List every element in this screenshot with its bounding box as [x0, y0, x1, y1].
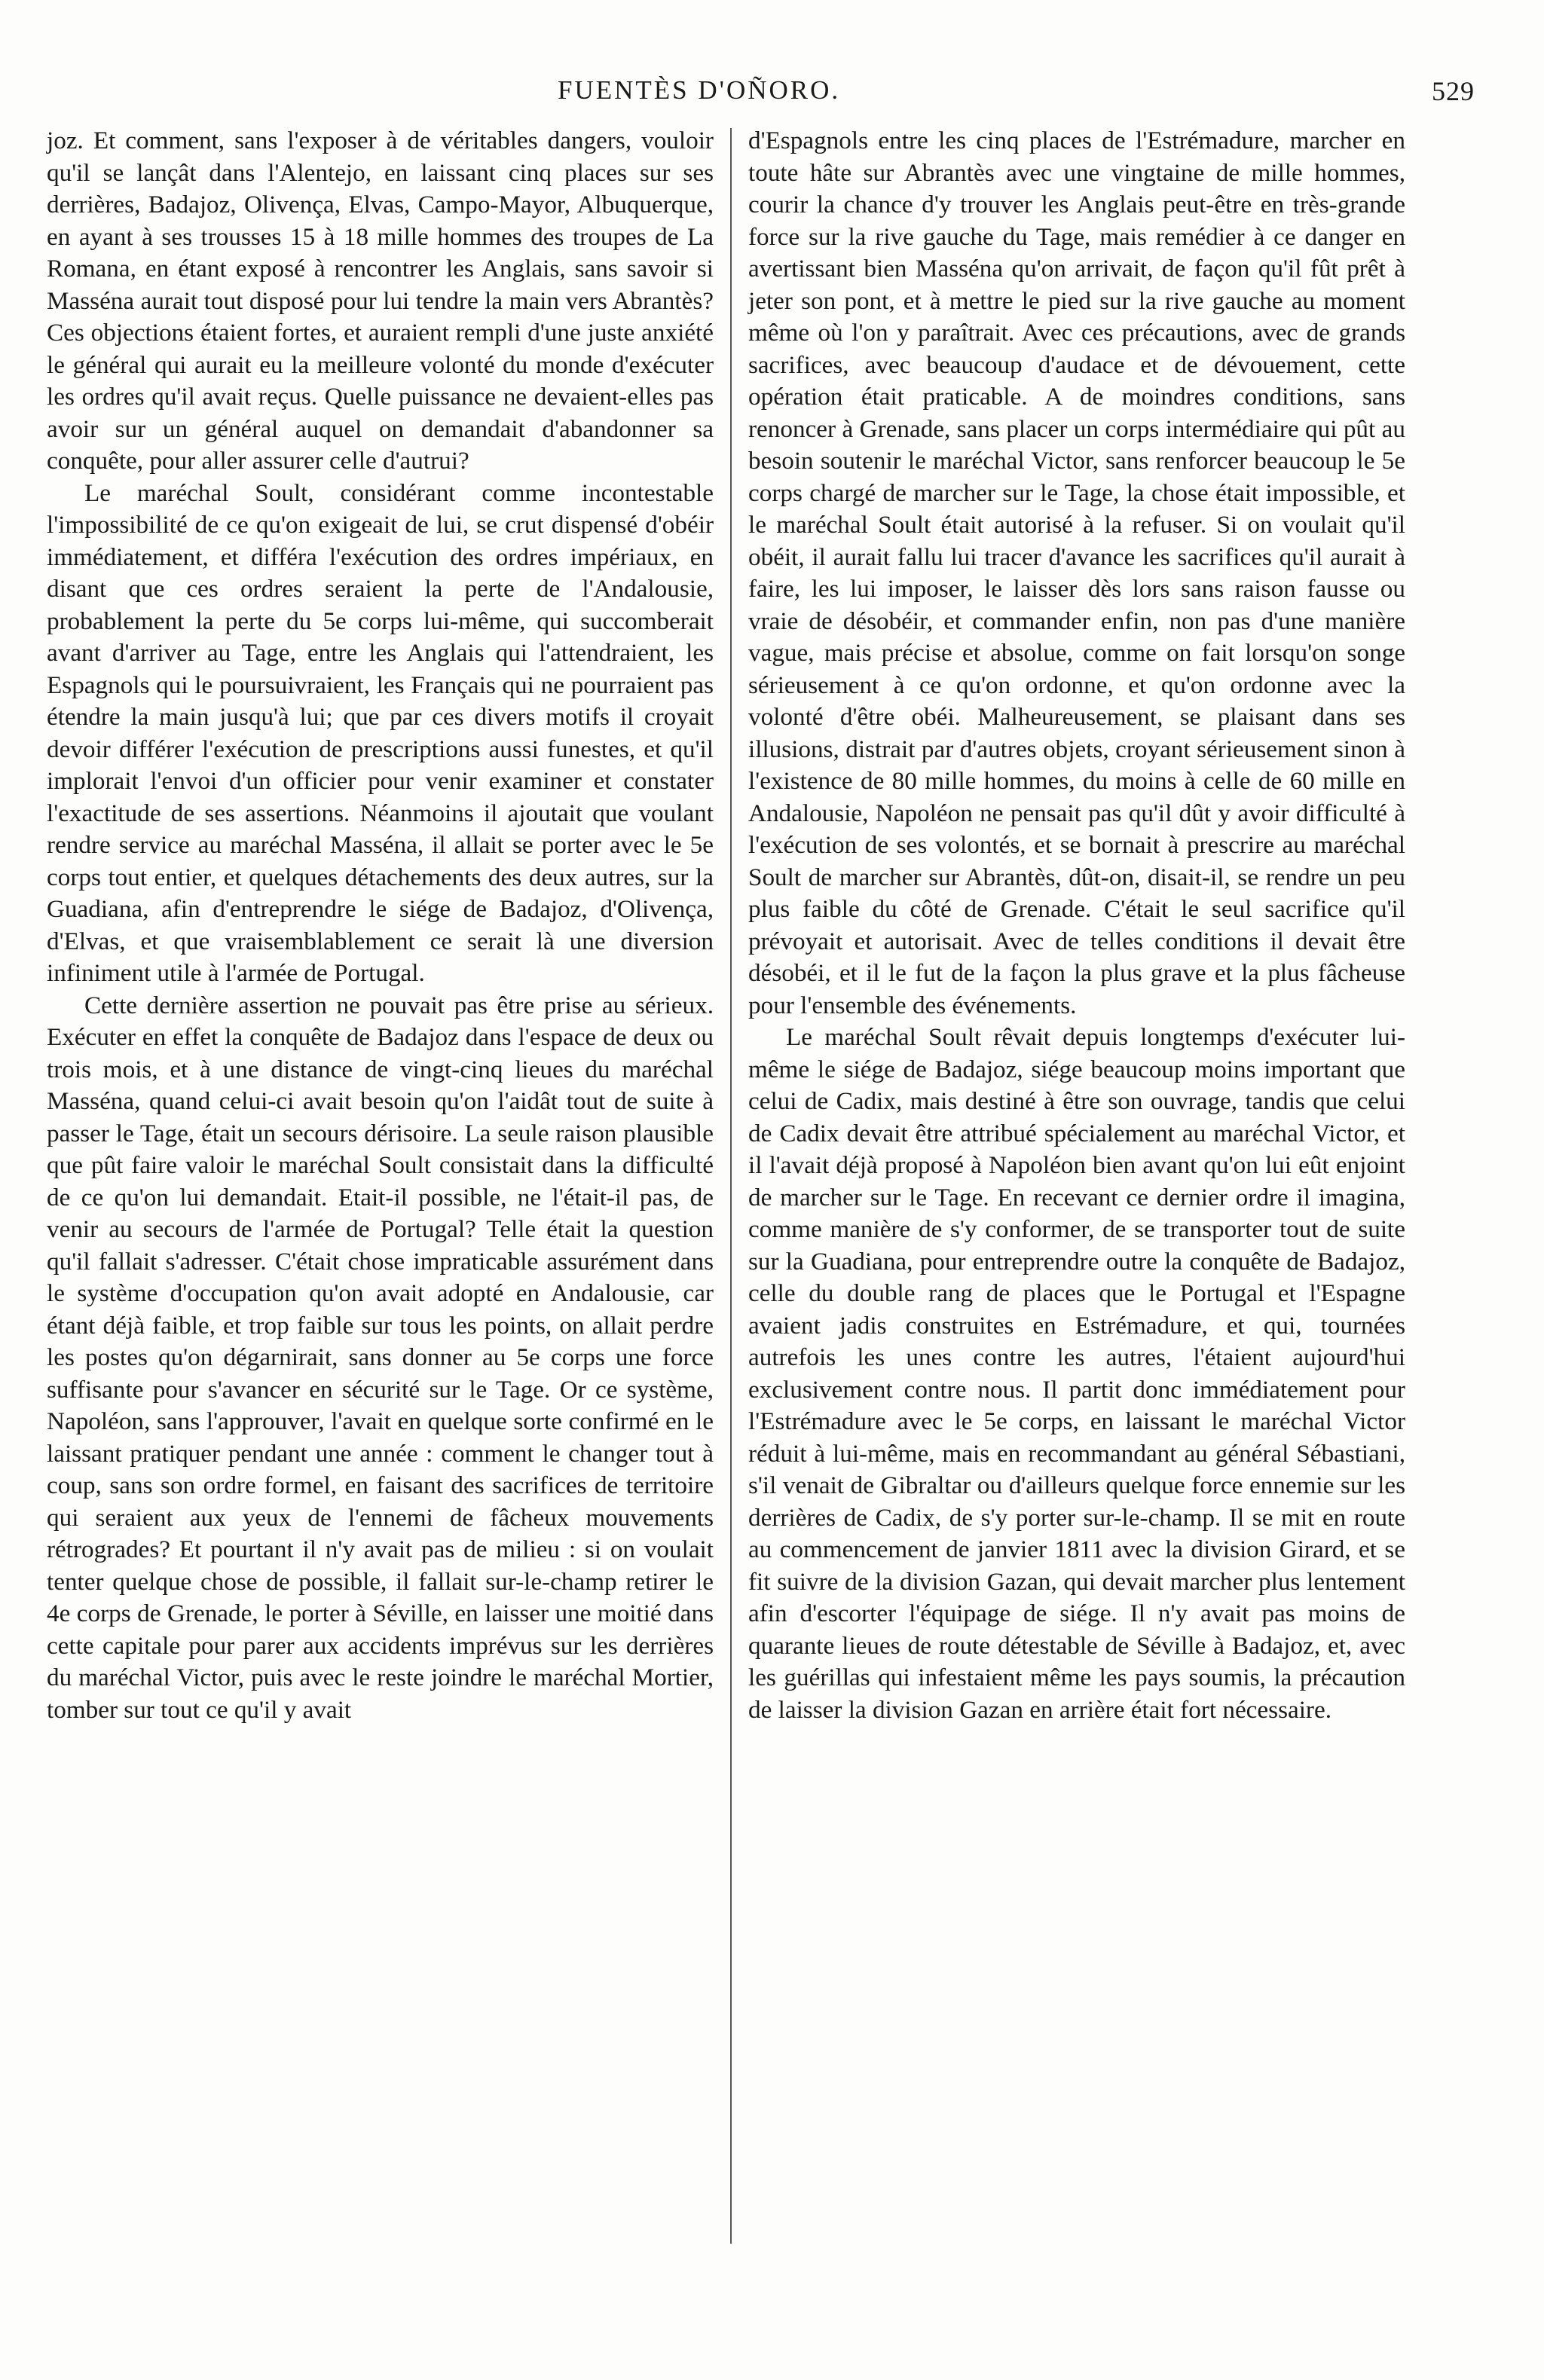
paragraph: d'Espagnols entre les cinq places de l'Estrémadure, marcher en toute hâte sur Abrantès avec une vingtaine de mille hommes, courir la chance d'y trouver les Anglais peut-être en très-grande force sur la rive gauche du Tage, mais remédier à ce danger en avertissant bien Masséna qu'on arrivait, de façon qu'il fût prêt à jeter son pont, et à mettre le pied sur la rive gauche au moment même où l'on y paraîtrait. Avec ces précautions, avec de grands sacrifices, avec beaucoup d'audace et de dévouement, cette opération était praticable. A de moindres conditions, sans renoncer à Grenade, sans placer un corps intermédiaire qui pût au besoin soutenir le maréchal Victor, sans renforcer beaucoup le 5e corps chargé de marcher sur le Tage, la chose était impossible, et le maréchal Soult était autorisé à la refuser. Si on voulait qu'il obéit, il aurait fallu lui tracer d'avance les sacrifices qu'il aurait à faire, les lui imposer, le laisser dès lors sans raison fausse ou vraie de désobéir, et commander enfin, non pas d'une manière vague, mais précise et absolue, comme on fait lorsqu'on songe sérieusement à ce qu'on ordonne, et qu'on ordonne avec la volonté d'être obéi. Malheureusement, se plaisant dans ses illusions, distrait par d'autres objets, croyant sérieusement sinon à l'existence de 80 mille hommes, du moins à celle de 60 mille en Andalousie, Napoléon ne pensait pas qu'il dût y avoir difficulté à l'exécution de ses volontés, et se bornait à prescrire au maréchal Soult de marcher sur Abrantès, dût-on, disait-il, se rendre un peu plus faible du côté de Grenade. C'était le seul sacrifice qu'il prévoyait et autorisait. Avec de telles conditions il devait être désobéi, et il le fut de la façon la plus grave et la plus fâcheuse pour l'ensemble des événements. [748, 127, 1405, 1019]
paragraph: joz. Et comment, sans l'exposer à de véritables dangers, vouloir qu'il se lançât dans l'Alentejo, en laissant cinq places sur ses derrières, Badajoz, Olivença, Elvas, Campo-Mayor, Albuquerque, en ayant à ses trousses 15 à 18 mille hommes des troupes de La Romana, en étant exposé à rencontrer les Anglais, sans savoir si Masséna aurait tout disposé pour lui tendre la main vers Abrantès? Ces objections étaient fortes, et auraient rempli d'une juste anxiété le général qui aurait eu la meilleure volonté du monde d'exécuter les ordres qu'il avait reçus. Quelle puissance ne devaient-elles pas avoir sur un général auquel on demandait d'abandonner sa conquête, pour aller assurer celle d'autrui? [47, 127, 714, 475]
paragraph: Le maréchal Soult, considérant comme incontestable l'impossibilité de ce qu'on exigeait de lui, se crut dispensé d'obéir immédiatement, et différa l'exécution des ordres impériaux, en disant que ces ordres seraient la perte de l'Andalousie, probablement la perte du 5e corps lui-même, qui succomberait avant d'arriver au Tage, entre les Anglais qui l'attendraient, les Espagnols qui le poursuivraient, les Français qui ne pourraient pas étendre la main jusqu'à lui; que par ces divers motifs il croyait devoir différer l'exécution de prescriptions aussi funestes, et qu'il implorait l'envoi d'un officier pour venir examiner et constater l'exactitude de ses assertions. Néanmoins il ajoutait que voulant rendre service au maréchal Masséna, il allait se porter avec le 5e corps tout entier, et quelques détachements des deux autres, sur la Guadiana, afin d'entreprendre le siége de Badajoz, d'Olivença, d'Elvas, et que vraisemblablement ce serait là une diversion infiniment utile à l'armée de Portugal. [47, 478, 714, 987]
page-number: 529 [1432, 76, 1475, 106]
running-header [0, 75, 1544, 113]
paragraph: Le maréchal Soult rêvait depuis longtemps d'exécuter lui-même le siége de Badajoz, siége beaucoup moins important que celui de Cadix, mais destiné à être son ouvrage, tandis que celui de Cadix devait être attribué spécialement au maréchal Victor, et il l'avait déjà proposé à Napoléon bien avant qu'on lui eût enjoint de marcher sur le Tage. En recevant ce dernier ordre il imagina, comme manière de s'y conformer, de se transporter tout de suite sur la Guadiana, pour entreprendre outre la conquête de Badajoz, celle du double rang de places que le Portugal et l'Espagne avaient jadis construites en Estrémadure, et qui, tournées autrefois les unes contre les autres, l'étaient aujourd'hui exclusivement contre nous. Il partit donc immédiatement pour l'Estrémadure avec le 5e corps, en laissant le maréchal Victor réduit à lui-même, mais en recommandant au général Sébastiani, s'il venait de Gibraltar ou d'ailleurs quelque force ennemie sur les derrières de Cadix, de s'y porter sur-le-champ. Il se mit en route au commencement de janvier 1811 avec la division Girard, et se fit suivre de la division Gazan, qui devait marcher plus lentement afin d'escorter l'équipage de siége. Il n'y avait pas moins de quarante lieues de route détestable de Séville à Badajoz, et, avec les guérillas qui infestaient même les pays soumis, la précaution de laisser la division Gazan en arrière était fort nécessaire. [748, 1023, 1405, 1724]
column-divider [730, 128, 732, 2244]
left-column [47, 125, 714, 1726]
right-column [748, 125, 1405, 1726]
running-title: FUENTÈS D'OÑORO. [558, 75, 841, 105]
paragraph: Cette dernière assertion ne pouvait pas être prise au sérieux. Exécuter en effet la conquête de Badajoz dans l'espace de deux ou trois mois, et à une distance de vingt-cinq lieues du maréchal Masséna, quand celui-ci avait besoin qu'on l'aidât tout de suite à passer le Tage, était un secours dérisoire. La seule raison plausible que pût faire valoir le maréchal Soult consistait dans la difficulté de ce qu'on lui demandait. Etait-il possible, ne l'était-il pas, de venir au secours de l'armée de Portugal? Telle était la question qu'il fallait s'adresser. C'était chose impraticable assurément dans le système d'occupation qu'on avait adopté en Andalousie, car étant déjà faible, et trop faible sur tous les points, on allait perdre les postes qu'on dégarnirait, sans donner au 5e corps une force suffisante pour s'avancer en sécurité sur le Tage. Or ce système, Napoléon, sans l'approuver, l'avait en quelque sorte confirmé en le laissant pratiquer pendant une année : comment le changer tout à coup, sans son ordre formel, en faisant des sacrifices de territoire qui seraient aux yeux de l'ennemi de fâcheux mouvements rétrogrades? Et pourtant il n'y avait pas de milieu : si on voulait tenter quelque chose de possible, il fallait sur-le-champ retirer le 4e corps de Grenade, le porter à Séville, en laisser une moitié dans cette capitale pour parer aux accidents imprévus sur les derrières du maréchal Victor, puis avec le reste joindre le maréchal Mortier, tomber sur tout ce qu'il y avait [47, 991, 714, 1724]
